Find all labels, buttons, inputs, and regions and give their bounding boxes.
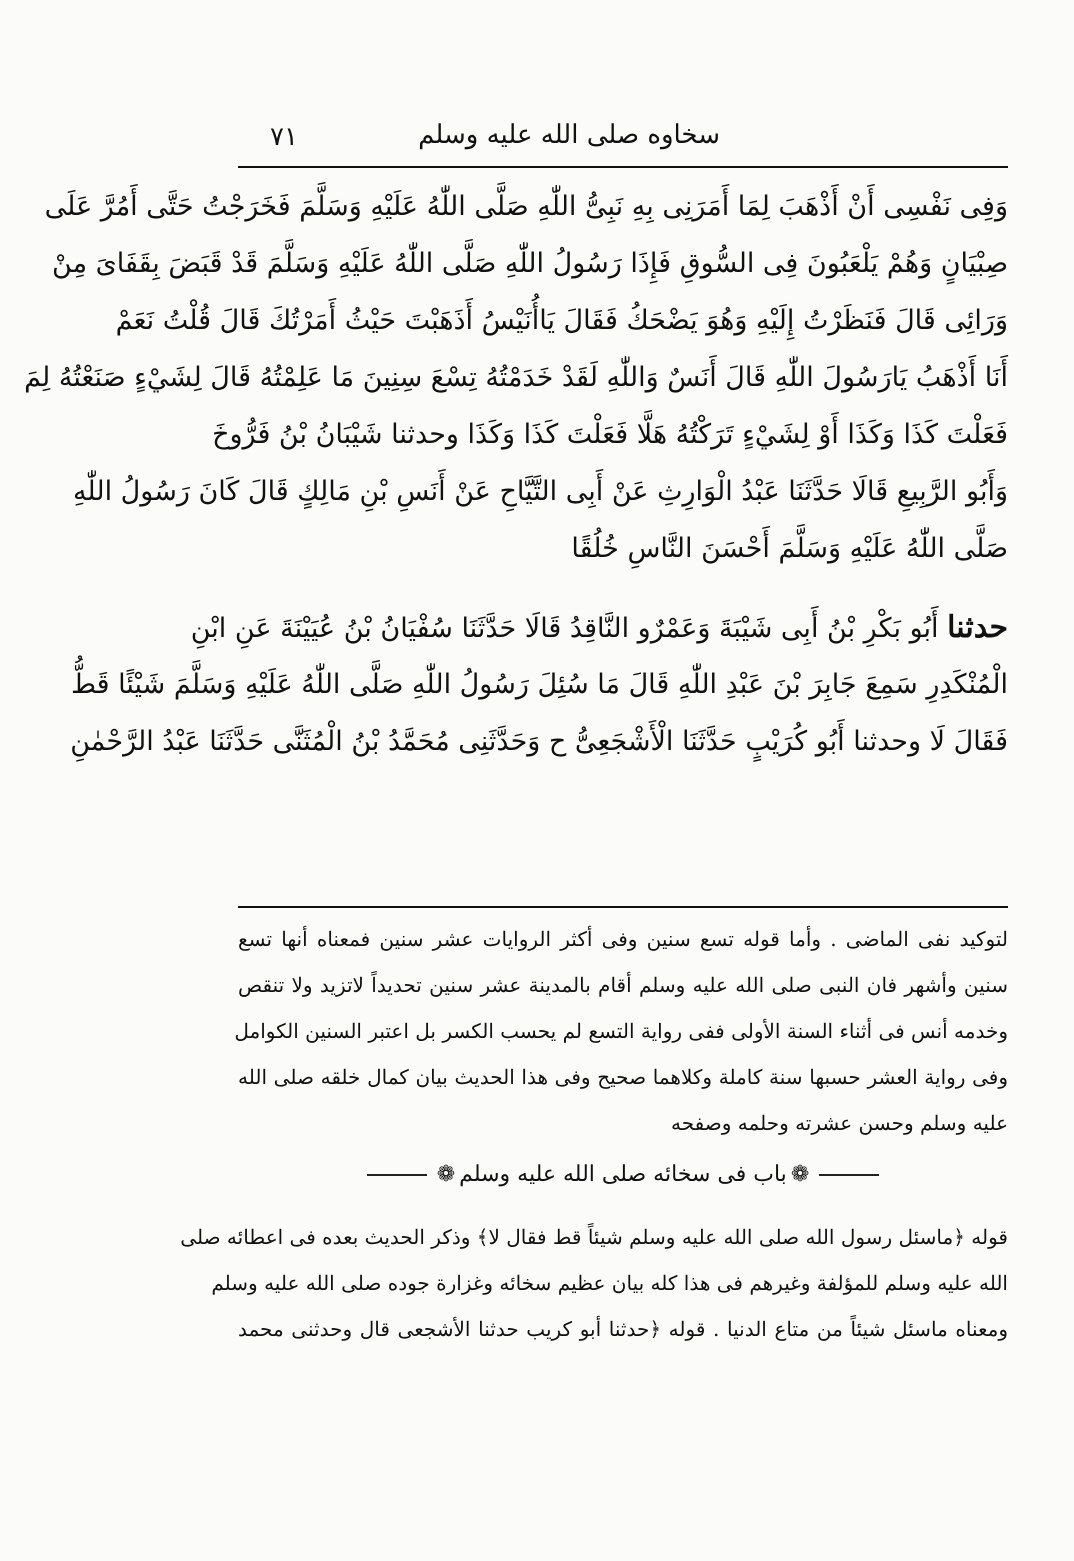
header-title: سخاوه صلى الله عليه وسلم (418, 120, 720, 150)
hadith-text (24, 178, 1008, 770)
text-line (190, 599, 1008, 656)
text-line: صَلَّى اللّٰهُ عَلَيْهِ وَسَلَّمَ أَحْسَنَ النَّاسِ خُلُقًا (571, 533, 1008, 564)
running-header (238, 118, 1010, 164)
text-line: وَأَبُو الرَّبِيعِ قَالَا حَدَّثَنَا عَبْدُ الْوَارِثِ عَنْ أَبِى التَّيَّاحِ عَنْ أَنَسِ بْنِ مَالِكٍ قَالَ كَانَ رَسُولُ اللّٰهِ (72, 476, 1008, 507)
text-fragment: أَبُو بَكْرِ بْنُ أَبِى شَيْبَةَ وَعَمْرٌو النَّاقِدُ قَالَا حَدَّثَنَا سُفْيَانُ بْنُ عُيَيْنَةَ عَنِ ابْنِ (190, 613, 939, 644)
text-line: فَعَلْتَ كَذَا وَكَذَا أَوْ لِشَيْءٍ تَرَكْتُهُ هَلَّا فَعَلْتَ كَذَا وَكَذَا وحدثنا شَيْبَانُ بْنُ فَرُّوخَ (212, 419, 1008, 450)
text-line: وَرَائِى قَالَ فَنَظَرْتُ إِلَيْهِ وَهُوَ يَضْحَكُ فَقَالَ يَاأُنَيْسُ أَذَهَبْتَ حَيْثُ أَمَرْتُكَ قَالَ قُلْتُ نَعَمْ (115, 305, 1008, 336)
commentary-block (234, 916, 1008, 1146)
commentary-line: عليه وسلم وحسن عشرته وحلمه وصفحه (671, 1111, 1008, 1135)
commentary-block-2 (180, 1214, 1008, 1352)
ornament-icon: ❁ (790, 1162, 810, 1187)
chapter-title: باب فى سخائه صلى الله عليه وسلم (459, 1162, 787, 1187)
commentary-line: وخدمه أنس فى أثناء السنة الأولى ففى رواية التسع لم يحسب الكسر بل اعتبر السنين الكوامل (234, 1019, 1008, 1043)
heading-dash (819, 1174, 879, 1176)
commentary-line: سنين وأشهر فان النبى صلى الله عليه وسلم أقام بالمدينة عشر سنين تحديداً لاتزيد ولا تنقص (238, 973, 1008, 997)
commentary-line: ومعناه ماسئل شيئاً من متاع الدنيا . قوله ﴿حدثنا أبو كريب حدثنا الأشجعى قال وحدثنى محمد (238, 1317, 1008, 1341)
text-line: أَنَا أَذْهَبُ يَارَسُولَ اللّٰهِ قَالَ أَنَسٌ وَاللّٰهِ لَقَدْ خَدَمْتُهُ تِسْعَ سِنِينَ مَا عَلِمْتُهُ قَالَ لِشَيْءٍ صَنَعْتُهُ لِمَ (24, 362, 1008, 393)
ornament-icon: ❁ (436, 1162, 456, 1187)
text-line: فَقَالَ لَا وحدثنا أَبُو كُرَيْبٍ حَدَّثَنَا الْأَشْجَعِىُّ ح وَحَدَّثَنِى مُحَمَّدُ بْنُ الْمُثَنَّى حَدَّثَنَا عَبْدُ الرَّحْمٰنِ (70, 726, 1008, 757)
heading-dash (367, 1174, 427, 1176)
header-rule (238, 166, 1008, 168)
commentary-line: قوله ﴿ماسئل رسول الله صلى الله عليه وسلم شيئاً قط فقال لا﴾ وذكر الحديث بعده فى اعطائه صلى (180, 1225, 1008, 1249)
page-number: ٧١ (270, 122, 298, 152)
commentary-line: الله عليه وسلم للمؤلفة وغيرهم فى هذا كله بيان عظيم سخائه وغزارة جوده صلى الله عليه وسلم (211, 1271, 1008, 1295)
text-line: وَفِى نَفْسِى أَنْ أَذْهَبَ لِمَا أَمَرَنِى بِهِ نَبِىُّ اللّٰهِ صَلَّى اللّٰهُ عَلَيْهِ وَسَلَّمَ فَخَرَجْتُ حَتَّى أَمُرَّ عَلَى (44, 191, 1008, 222)
commentary-line: وفى رواية العشر حسبها سنة كاملة وكلاهما صحيح وفى هذا الحديث بيان كمال خلقه صلى الله (238, 1065, 1008, 1089)
commentary-line: لتوكيد نفى الماضى . وأما قوله تسع سنين وفى أكثر الروايات عشر سنين فمعناه أنها تسع (238, 927, 1008, 951)
text-line: صِبْيَانٍ وَهُمْ يَلْعَبُونَ فِى السُّوقِ فَإِذَا رَسُولُ اللّٰهِ صَلَّى اللّٰهُ عَلَيْهِ وَسَلَّمَ قَدْ قَبَضَ بِقَفَاىَ مِنْ (52, 248, 1008, 279)
commentary-divider (238, 906, 1008, 908)
hadith-lead-word: حدثنا (947, 610, 1008, 645)
chapter-heading (238, 1150, 1008, 1200)
text-line: الْمُنْكَدِرِ سَمِعَ جَابِرَ بْنَ عَبْدِ اللّٰهِ قَالَ مَا سُئِلَ رَسُولُ اللّٰهِ صَلَّى اللّٰهُ عَلَيْهِ وَسَلَّمَ شَيْئًا قَطُّ (71, 669, 1008, 700)
